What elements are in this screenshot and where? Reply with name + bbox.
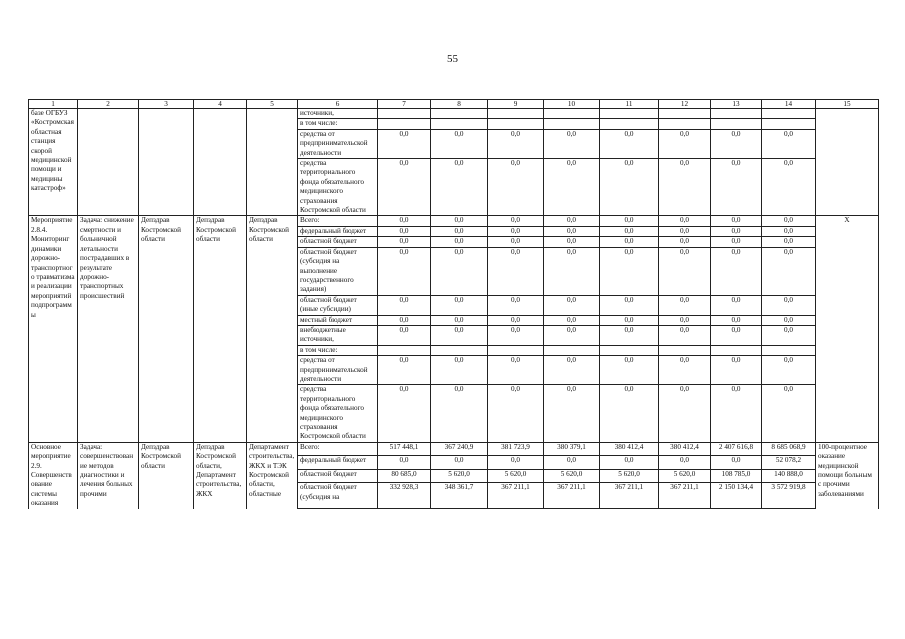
amount-cell [378, 119, 431, 129]
amount-cell: 367 240,9 [431, 442, 488, 456]
amount-cell: 0,0 [488, 315, 544, 325]
amount-cell [711, 119, 762, 129]
amount-cell: 0,0 [762, 129, 816, 158]
amount-cell: 0,0 [711, 356, 762, 385]
amount-cell: 0,0 [762, 356, 816, 385]
column-header: 8 [431, 100, 488, 109]
amount-cell: 0,0 [659, 129, 711, 158]
amount-cell: 80 685,0 [378, 469, 431, 483]
amount-cell [711, 109, 762, 119]
amount-cell [711, 345, 762, 355]
amount-cell: 0,0 [488, 129, 544, 158]
amount-cell: 0,0 [378, 216, 431, 226]
amount-cell: 0,0 [544, 159, 600, 216]
amount-cell: 0,0 [488, 216, 544, 226]
amount-cell: 0,0 [431, 237, 488, 247]
amount-cell: 0,0 [378, 226, 431, 236]
amount-cell: 0,0 [659, 295, 711, 315]
amount-cell [762, 345, 816, 355]
amount-cell: 0,0 [600, 325, 659, 345]
coexecutor-cell: Депздрав Костромской области, Департамент строительства, ЖКХ [194, 442, 247, 508]
amount-cell [544, 109, 600, 119]
amount-cell: 0,0 [711, 237, 762, 247]
amount-cell: 0,0 [762, 315, 816, 325]
task-cell: Задача: снижение смертности и больничной летальности пострадавших в результате дорожно-транспортных происшествий [78, 216, 139, 442]
amount-cell: 380 412,4 [659, 442, 711, 456]
amount-cell: 0,0 [711, 159, 762, 216]
amount-cell [544, 119, 600, 129]
funding-source-cell: областной бюджет (иные субсидии) [298, 295, 378, 315]
amount-cell: 0,0 [711, 216, 762, 226]
amount-cell: 0,0 [600, 315, 659, 325]
column-header: 13 [711, 100, 762, 109]
amount-cell [659, 119, 711, 129]
amount-cell: 0,0 [600, 226, 659, 236]
amount-cell: 0,0 [488, 325, 544, 345]
amount-cell: 0,0 [544, 226, 600, 236]
funding-source-cell: федеральный бюджет [298, 456, 378, 470]
column-header: 12 [659, 100, 711, 109]
column-header: 11 [600, 100, 659, 109]
amount-cell: 0,0 [711, 226, 762, 236]
column-header: 6 [298, 100, 378, 109]
amount-cell: 0,0 [600, 216, 659, 226]
funding-source-cell: источники, [298, 109, 378, 119]
funding-source-cell: областной бюджет [298, 469, 378, 483]
amount-cell [378, 345, 431, 355]
amount-cell: 0,0 [378, 315, 431, 325]
amount-cell: 0,0 [378, 295, 431, 315]
amount-cell: 0,0 [544, 325, 600, 345]
amount-cell: 0,0 [711, 129, 762, 158]
amount-cell: 0,0 [659, 385, 711, 442]
amount-cell: 140 888,0 [762, 469, 816, 483]
amount-cell [431, 109, 488, 119]
amount-cell: 2 407 616,8 [711, 442, 762, 456]
funding-source-cell: областной бюджет [298, 237, 378, 247]
amount-cell: 0,0 [544, 356, 600, 385]
table-row [29, 216, 879, 226]
amount-cell: 0,0 [488, 295, 544, 315]
amount-cell: 367 211,1 [659, 483, 711, 509]
column-header: 5 [247, 100, 298, 109]
amount-cell [488, 119, 544, 129]
amount-cell: 52 078,2 [762, 456, 816, 470]
amount-cell: 367 211,1 [600, 483, 659, 509]
participant-cell: Департамент строительства, ЖКХ и ТЭК Костромской области, областные [247, 442, 298, 508]
amount-cell: 0,0 [762, 295, 816, 315]
amount-cell [659, 109, 711, 119]
amount-cell: 5 620,0 [431, 469, 488, 483]
column-header: 1 [29, 100, 78, 109]
amount-cell: 0,0 [544, 237, 600, 247]
amount-cell: 0,0 [488, 159, 544, 216]
amount-cell: 0,0 [488, 356, 544, 385]
header-row [29, 100, 879, 109]
participant-cell: Депздрав Костромской области [247, 216, 298, 442]
amount-cell: 0,0 [378, 385, 431, 442]
funding-source-cell: Всего: [298, 216, 378, 226]
amount-cell: 0,0 [659, 356, 711, 385]
amount-cell: 5 620,0 [659, 469, 711, 483]
amount-cell: 0,0 [711, 295, 762, 315]
amount-cell: 0,0 [431, 315, 488, 325]
amount-cell: 0,0 [600, 247, 659, 295]
funding-source-cell: Всего: [298, 442, 378, 456]
amount-cell: 8 685 068,9 [762, 442, 816, 456]
amount-cell: 0,0 [711, 315, 762, 325]
amount-cell: 0,0 [378, 237, 431, 247]
amount-cell: 0,0 [600, 129, 659, 158]
expected-result-cell [816, 109, 879, 216]
budget-table [28, 99, 879, 509]
amount-cell: 0,0 [488, 226, 544, 236]
funding-source-cell: областной бюджет (субсидия на выполнение государственного задания) [298, 247, 378, 295]
amount-cell: 332 928,3 [378, 483, 431, 509]
amount-cell: 0,0 [544, 216, 600, 226]
amount-cell: 0,0 [762, 247, 816, 295]
amount-cell: 0,0 [711, 456, 762, 470]
amount-cell: 0,0 [544, 295, 600, 315]
amount-cell [431, 119, 488, 129]
amount-cell [600, 119, 659, 129]
amount-cell: 0,0 [659, 325, 711, 345]
amount-cell: 0,0 [488, 385, 544, 442]
amount-cell: 0,0 [659, 247, 711, 295]
amount-cell: 2 150 134,4 [711, 483, 762, 509]
amount-cell [378, 109, 431, 119]
amount-cell: 0,0 [544, 456, 600, 470]
amount-cell: 367 211,1 [544, 483, 600, 509]
amount-cell: 0,0 [431, 129, 488, 158]
column-header: 7 [378, 100, 431, 109]
amount-cell: 0,0 [711, 325, 762, 345]
amount-cell: 0,0 [544, 385, 600, 442]
funding-source-cell: средства территориального фонда обязательного медицинского страхования Костромской области [298, 159, 378, 216]
amount-cell: 0,0 [762, 216, 816, 226]
amount-cell: 0,0 [600, 159, 659, 216]
activity-name-cell: Основное мероприятие 2.9. Совершенствование системы оказания [29, 442, 78, 508]
column-header: 15 [816, 100, 879, 109]
amount-cell [488, 109, 544, 119]
amount-cell: 0,0 [544, 247, 600, 295]
amount-cell: 0,0 [431, 159, 488, 216]
table-row [29, 109, 879, 119]
amount-cell: 380 379,1 [544, 442, 600, 456]
column-header: 14 [762, 100, 816, 109]
amount-cell: 0,0 [378, 325, 431, 345]
amount-cell: 0,0 [659, 216, 711, 226]
column-header: 2 [78, 100, 139, 109]
amount-cell [600, 109, 659, 119]
amount-cell: 0,0 [600, 385, 659, 442]
coexecutor-cell: Депздрав Костромской области [194, 216, 247, 442]
funding-source-cell: областной бюджет (субсидия на [298, 483, 378, 509]
funding-source-cell: в том числе: [298, 119, 378, 129]
amount-cell: 0,0 [711, 247, 762, 295]
column-header: 4 [194, 100, 247, 109]
amount-cell: 5 620,0 [544, 469, 600, 483]
coexecutor-cell [194, 109, 247, 216]
amount-cell: 5 620,0 [488, 469, 544, 483]
table-row [29, 442, 879, 456]
funding-source-cell: федеральный бюджет [298, 226, 378, 236]
funding-source-cell: средства территориального фонда обязательного медицинского страхования Костромской области [298, 385, 378, 442]
column-header: 10 [544, 100, 600, 109]
amount-cell: 0,0 [378, 129, 431, 158]
amount-cell: 0,0 [762, 237, 816, 247]
funding-source-cell: местный бюджет [298, 315, 378, 325]
task-cell [78, 109, 139, 216]
amount-cell: 517 448,1 [378, 442, 431, 456]
amount-cell: 0,0 [378, 159, 431, 216]
amount-cell: 0,0 [659, 226, 711, 236]
expected-result-cell: 100-процентное оказание медицинской помощи больным с прочими заболеваниями [816, 442, 879, 508]
amount-cell: 0,0 [762, 325, 816, 345]
amount-cell: 0,0 [488, 237, 544, 247]
page-number: 55 [447, 53, 458, 65]
amount-cell: 0,0 [659, 159, 711, 216]
activity-name-cell: базе ОГБУЗ «Костромская областная станция скорой медицинской помощи и медицины катастроф» [29, 109, 78, 216]
amount-cell [762, 119, 816, 129]
amount-cell: 0,0 [600, 456, 659, 470]
amount-cell: 0,0 [431, 385, 488, 442]
responsible-executor-cell [139, 109, 194, 216]
amount-cell [488, 345, 544, 355]
expected-result-cell: X [816, 216, 879, 442]
amount-cell [431, 345, 488, 355]
amount-cell: 0,0 [544, 129, 600, 158]
amount-cell: 0,0 [600, 237, 659, 247]
amount-cell: 0,0 [431, 226, 488, 236]
funding-source-cell: внебюджетные источники, [298, 325, 378, 345]
amount-cell: 380 412,4 [600, 442, 659, 456]
column-header: 9 [488, 100, 544, 109]
amount-cell: 0,0 [378, 456, 431, 470]
amount-cell: 0,0 [431, 247, 488, 295]
funding-source-cell: средства от предпринимательской деятельности [298, 356, 378, 385]
amount-cell: 0,0 [600, 356, 659, 385]
amount-cell: 0,0 [431, 456, 488, 470]
amount-cell [762, 109, 816, 119]
amount-cell: 0,0 [488, 247, 544, 295]
amount-cell: 0,0 [431, 325, 488, 345]
task-cell: Задача: совершенствование методов диагностики и лечения больных прочими [78, 442, 139, 508]
amount-cell: 348 361,7 [431, 483, 488, 509]
amount-cell: 0,0 [762, 226, 816, 236]
amount-cell: 0,0 [600, 295, 659, 315]
amount-cell: 0,0 [431, 216, 488, 226]
funding-source-cell: в том числе: [298, 345, 378, 355]
amount-cell: 0,0 [488, 456, 544, 470]
amount-cell: 5 620,0 [600, 469, 659, 483]
amount-cell: 3 572 919,8 [762, 483, 816, 509]
funding-source-cell: средства от предпринимательской деятельности [298, 129, 378, 158]
amount-cell [600, 345, 659, 355]
participant-cell [247, 109, 298, 216]
amount-cell: 0,0 [378, 247, 431, 295]
amount-cell: 0,0 [544, 315, 600, 325]
table-body [29, 109, 879, 509]
amount-cell: 381 723,9 [488, 442, 544, 456]
column-header: 3 [139, 100, 194, 109]
responsible-executor-cell: Депздрав Костромской области [139, 216, 194, 442]
activity-name-cell: Мероприятие 2.8.4. Мониторинг динамики дорожно-транспортного травматизма и реализации мероприятий подпрограммы [29, 216, 78, 442]
amount-cell: 0,0 [659, 315, 711, 325]
amount-cell: 0,0 [431, 356, 488, 385]
amount-cell: 0,0 [762, 385, 816, 442]
amount-cell: 0,0 [711, 385, 762, 442]
amount-cell: 0,0 [431, 295, 488, 315]
amount-cell: 0,0 [378, 356, 431, 385]
amount-cell: 0,0 [762, 159, 816, 216]
amount-cell: 0,0 [659, 237, 711, 247]
amount-cell: 108 785,0 [711, 469, 762, 483]
amount-cell: 0,0 [659, 456, 711, 470]
responsible-executor-cell: Депздрав Костромской области [139, 442, 194, 508]
amount-cell [544, 345, 600, 355]
amount-cell: 367 211,1 [488, 483, 544, 509]
amount-cell [659, 345, 711, 355]
